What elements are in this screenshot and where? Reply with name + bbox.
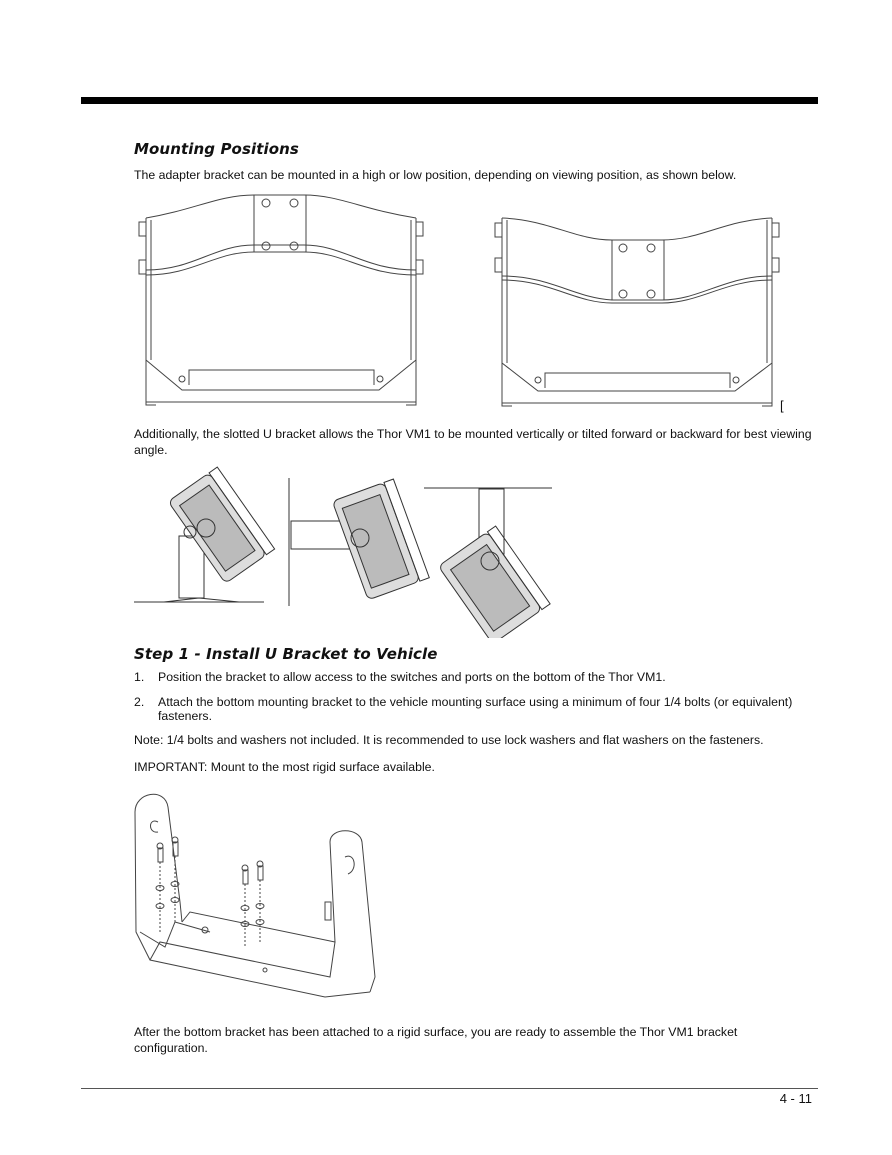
bracket-mark: [	[780, 398, 784, 413]
step-text: Position the bracket to allow access to the switches and ports on the bottom of the Thor VM1.	[158, 670, 666, 684]
page-number: 4 - 11	[779, 1091, 812, 1106]
intro-paragraph: The adapter bracket can be mounted in a high or low position, depending on viewing position, as shown below.	[134, 168, 737, 182]
mount-orientations-figure	[134, 466, 554, 638]
low-position-bracket-figure	[490, 208, 790, 413]
step-number: 2.	[134, 695, 145, 709]
step-text: Attach the bottom mounting bracket to the vehicle mounting surface using a minimum of four 1/4 bolts (or equivalent) fasteners.	[158, 695, 793, 723]
important-paragraph: IMPORTANT: Mount to the most rigid surface available.	[134, 760, 435, 774]
header-rule	[81, 97, 818, 104]
slotted-paragraph: Additionally, the slotted U bracket allows the Thor VM1 to be mounted vertically or tilted forward or backward for best viewing angle.	[134, 427, 812, 457]
u-bracket-figure	[130, 782, 395, 1012]
section-heading-step-1: Step 1 - Install U Bracket to Vehicle	[134, 645, 438, 663]
high-position-bracket-figure	[134, 190, 429, 412]
after-paragraph: After the bottom bracket has been attached to a rigid surface, you are ready to assemble the Thor VM1 bracket configuration.	[134, 1025, 738, 1055]
note-paragraph: Note: 1/4 bolts and washers not included. It is recommended to use lock washers and flat washers on the fasteners.	[134, 733, 764, 747]
section-heading-mounting-positions: Mounting Positions	[134, 140, 299, 158]
footer-rule	[81, 1088, 818, 1089]
step-number: 1.	[134, 670, 145, 684]
